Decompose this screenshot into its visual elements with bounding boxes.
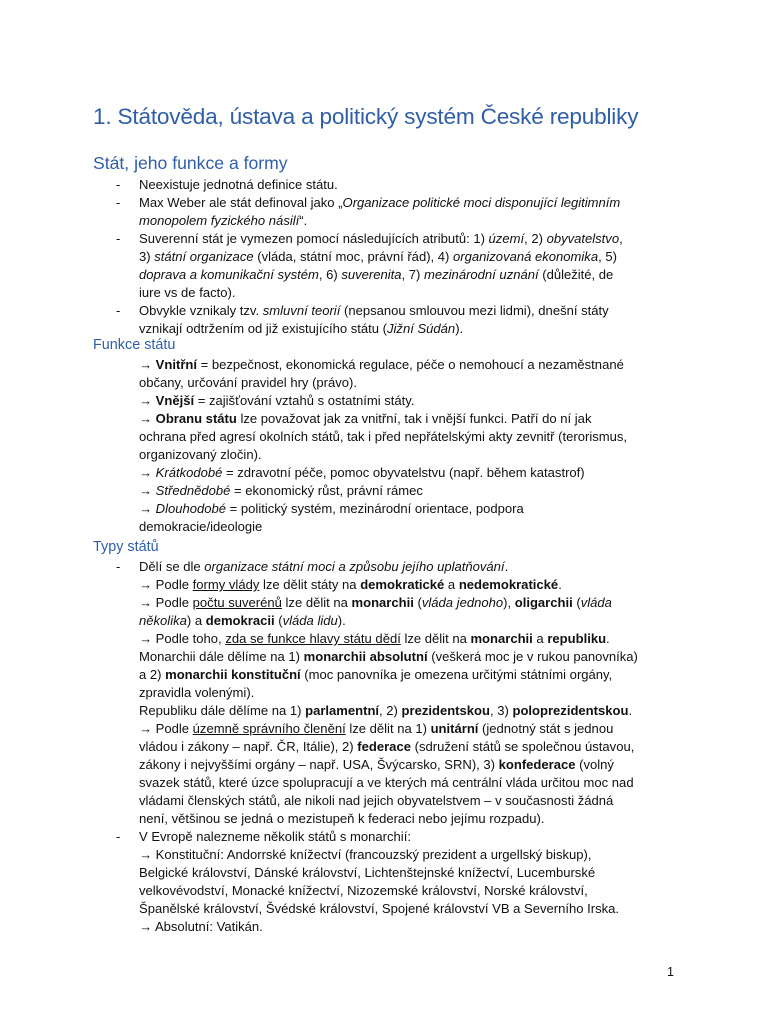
- funkce-kratkodobe: → Krátkodobé = zdravotní péče, pomoc obyvatelstvu (např. během katastrof): [139, 465, 585, 480]
- evropa-konstitucni-cont: Španělské království, Švédské království, Spojené království VB a Severního Irska.: [139, 901, 620, 916]
- intro-bullet-3-cont: iure vs de facto).: [139, 285, 236, 300]
- funkce-vnejsi: → Vnější = zajišťování vztahů s ostatními státy.: [139, 393, 415, 408]
- intro-bullet-3-cont: 3) státní organizace (vláda, státní moc, právní řád), 4) organizovaná ekonomika, 5): [139, 249, 617, 264]
- typy-monarchie-cont: a 2) monarchii konstituční (moc panovníka je omezena určitými státními orgány,: [139, 667, 613, 682]
- arrow-icon: →: [139, 483, 153, 498]
- arrow-icon: →: [139, 393, 153, 408]
- typy-monarchie-cont: zpravidla volenými).: [139, 685, 255, 700]
- page-number: 1: [667, 965, 674, 979]
- evropa-monarchie: V Evropě nalezneme několik států s monarchií:: [139, 829, 411, 844]
- funkce-obrana-cont: organizovaný zločin).: [139, 447, 262, 462]
- arrow-icon: →: [139, 721, 153, 736]
- bullet-marker: -: [116, 195, 121, 210]
- arrow-icon: →: [139, 577, 153, 592]
- intro-bullet-4-cont: vznikají odtržením od již existujícího státu (Jižní Súdán).: [139, 321, 464, 336]
- bullet-marker: -: [116, 231, 121, 246]
- typy-uzemni-cleneni: → Podle územně správního členění lze dělit na 1) unitární (jednotný stát s jednou: [139, 721, 614, 736]
- funkce-obrana: → Obranu státu lze považovat jak za vnitřní, tak i vnější funkci. Patří do ní jak: [139, 411, 592, 426]
- section-heading: Stát, jeho funkce a formy: [93, 153, 288, 173]
- arrow-icon: →: [139, 847, 153, 862]
- page-title: 1. Státověda, ústava a politický systém České republiky: [93, 104, 639, 129]
- evropa-konstitucni: → Konstituční: Andorrské knížectví (francouzský prezident a urgellský biskup),: [139, 847, 592, 862]
- arrow-icon: →: [139, 465, 153, 480]
- typy-monarchie: Monarchii dále dělíme na 1) monarchii absolutní (veškerá moc je v rukou panovníka): [139, 649, 638, 664]
- typy-republika: Republiku dále dělíme na 1) parlamentní, 2) prezidentskou, 3) poloprezidentskou.: [139, 703, 633, 718]
- intro-bullet-3-cont: doprava a komunikační systém, 6) suverenita, 7) mezinárodní uznání (důležité, de: [139, 267, 614, 282]
- typy-pocet-suverenu: → Podle počtu suverénů lze dělit na monarchii (vláda jednoho), oligarchii (vláda: [139, 595, 612, 610]
- funkce-vnitrni: → Vnitřní = bezpečnost, ekonomická regulace, péče o nemohoucí a nezaměstnané: [139, 357, 624, 372]
- typy-uzemni-cleneni-cont: vládami členských států, ale nikoli nad jejich obyvatelstvem – v současnosti žádná: [139, 793, 614, 808]
- funkce-obrana-cont: ochrana před agresí okolních států, tak i před nepřátelskými akty zevnitř (terorismus,: [139, 429, 628, 444]
- intro-bullet-4: Obvykle vznikaly tzv. smluvní teorií (nepsanou smlouvou mezi lidmi), dnešní státy: [139, 303, 609, 318]
- bullet-marker: -: [116, 559, 121, 574]
- arrow-icon: →: [139, 357, 153, 372]
- arrow-icon: →: [139, 595, 153, 610]
- typy-heading: Typy států: [93, 539, 159, 555]
- funkce-dlouhodobe-cont: demokracie/ideologie: [139, 519, 263, 534]
- typy-uzemni-cleneni-cont: svazek států, které úzce spolupracují a ve kterých má centrální vláda určitou moc nad: [139, 775, 634, 790]
- intro-bullet-3: Suverenní stát je vymezen pomocí následujících atributů: 1) území, 2) obyvatelstvo,: [139, 231, 623, 246]
- funkce-heading: Funkce státu: [93, 337, 176, 353]
- funkce-vnitrni-cont: občany, určování pravidel hry (právo).: [139, 375, 358, 390]
- typy-forma-vlady: → Podle formy vlády lze dělit státy na demokratické a nedemokratické.: [139, 577, 562, 592]
- arrow-icon: →: [139, 411, 153, 426]
- intro-bullet-2: Max Weber ale stát definoval jako „Organizace politické moci disponující legitimním: [139, 195, 621, 210]
- evropa-konstitucni-cont: velkovévodství, Monacké knížectví, Nizozemské království, Norské království,: [139, 883, 588, 898]
- typy-uzemni-cleneni-cont: vládou i zákony – např. ČR, Itálie), 2) federace (sdružení států se společnou ústavou,: [139, 739, 635, 754]
- typy-intro: Dělí se dle organizace státní moci a způsobu jejího uplatňování.: [139, 559, 509, 574]
- arrow-icon: →: [139, 919, 153, 934]
- bullet-marker: -: [116, 303, 121, 318]
- bullet-marker: -: [116, 829, 121, 844]
- typy-hlava-statu: → Podle toho, zda se funkce hlavy státu dědí lze dělit na monarchii a republiku.: [139, 631, 610, 646]
- typy-uzemni-cleneni-cont: zákony i nejvyššími orgány – např. USA, Švýcarsko, SRN), 3) konfederace (volný: [139, 757, 614, 772]
- evropa-konstitucni-cont: Belgické království, Dánské království, Lichtenštejnské knížectví, Lucemburské: [139, 865, 596, 880]
- intro-bullet-2-cont: monopolem fyzického násilí“.: [139, 213, 308, 228]
- typy-uzemni-cleneni-cont: není, většinou se jedná o mezistupeň k federaci nebo jejímu rozpadu).: [139, 811, 545, 826]
- typy-pocet-suverenu-cont: několika) a demokracii (vláda lidu).: [139, 613, 346, 628]
- funkce-dlouhodobe: → Dlouhodobé = politický systém, mezinárodní orientace, podpora: [139, 501, 524, 516]
- funkce-strednedobe: → Střednědobé = ekonomický růst, právní rámec: [139, 483, 423, 498]
- intro-bullet-1: Neexistuje jednotná definice státu.: [139, 177, 338, 192]
- evropa-absolutni: → Absolutní: Vatikán.: [139, 919, 263, 934]
- bullet-marker: -: [116, 177, 121, 192]
- arrow-icon: →: [139, 501, 153, 516]
- arrow-icon: →: [139, 631, 153, 646]
